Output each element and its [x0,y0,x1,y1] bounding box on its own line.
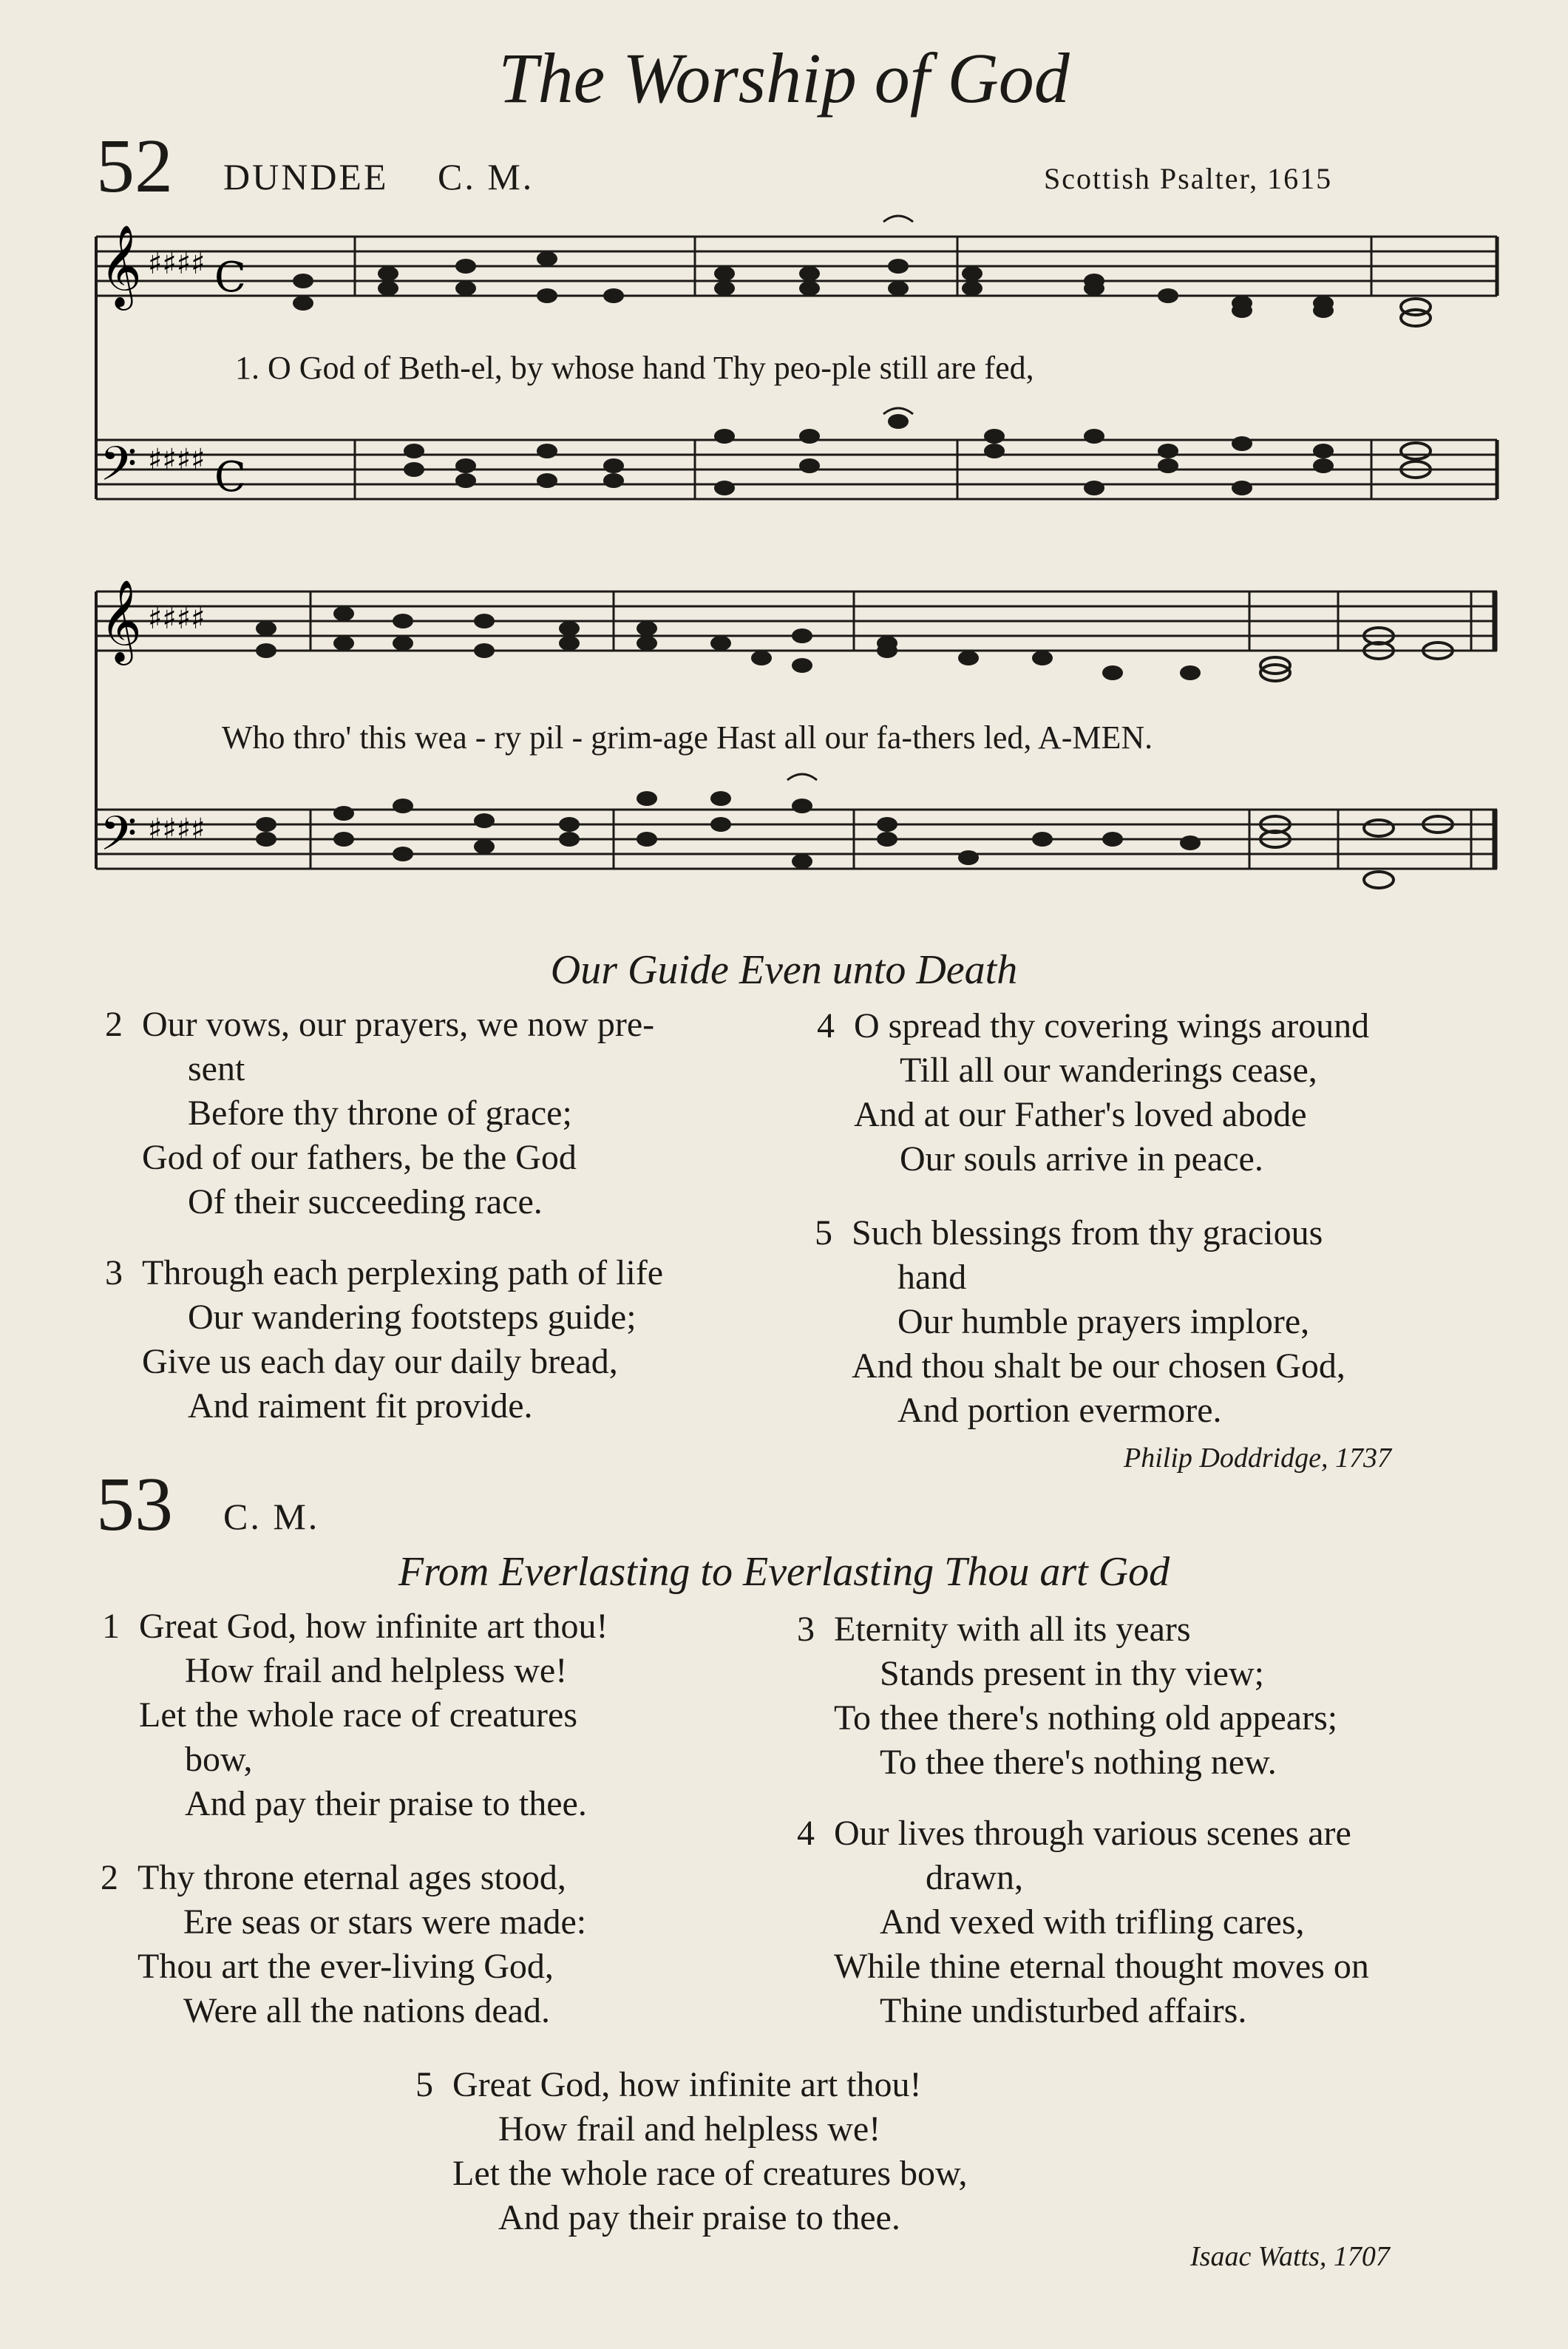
hymn-53-section-title: From Everlasting to Everlasting Thou art God [398,1549,1170,1595]
verse-line: drawn, [926,1858,1023,1897]
verse-number: 2 [105,1005,123,1044]
verse-line: bow, [185,1740,253,1779]
verse-line: Our lives through various scenes are [834,1814,1351,1853]
verse-line: Our souls arrive in peace. [900,1139,1263,1179]
hymn-52-verse-5 [815,1211,1345,1433]
verse-line: God of our fathers, be the God [142,1138,577,1177]
svg-text:𝄢: 𝄢 [100,437,138,504]
verse-line: Our humble prayers implore, [897,1302,1310,1341]
verse-line: How frail and helpless we! [498,2109,881,2149]
hymn-53-meter: C. M. [223,1496,320,1537]
verse-line: Our wandering footsteps guide; [188,1298,637,1337]
svg-text:𝄞: 𝄞 [100,579,142,662]
svg-text:C: C [214,254,246,302]
verse-number: 3 [797,1610,815,1649]
verse-line: Such blessings from thy gracious [852,1213,1323,1253]
svg-text:♯♯♯♯: ♯♯♯♯ [148,602,206,636]
verse-line: Give us each day our daily bread, [142,1342,618,1381]
hymn-52-verse-4 [817,1004,1370,1182]
verse-line: Thy throne eternal ages stood, [138,1858,566,1897]
hymn-52-meter: C. M. [438,156,534,197]
verse-line: hand [897,1258,967,1297]
verse-number: 5 [815,1213,832,1253]
page-title: The Worship of God [498,38,1070,118]
hymn-53-verse-3 [797,1607,1338,1785]
verse-line: Were all the nations dead. [183,1991,550,2030]
verse-line: To thee there's nothing new. [880,1743,1277,1782]
verse-line: And raiment fit provide. [188,1386,533,1426]
verse-line: Of their succeeding race. [188,1182,543,1221]
verse-number: 4 [817,1006,835,1045]
hymn-52-number: 52 [96,123,173,209]
verse-line: And portion evermore. [897,1391,1222,1430]
verse-line: Let the whole race of creatures [139,1695,577,1735]
verse-number: 5 [415,2065,433,2104]
hymn-53-author: Isaac Watts, 1707 [1190,2241,1390,2272]
svg-text:C: C [214,453,246,501]
hymn-53-verse-1 [102,1604,608,1826]
verse-line: While thine eternal thought moves on [834,1947,1369,1986]
verse-line: And thou shalt be our chosen God, [852,1346,1345,1386]
verse-number: 3 [105,1253,123,1292]
verse-line: Thou art the ever-living God, [138,1947,554,1986]
svg-text:♯♯♯♯: ♯♯♯♯ [148,443,206,477]
verse-line: And pay their praise to thee. [185,1784,587,1823]
verse-line: Through each perplexing path of life [142,1253,664,1292]
verse-number: 2 [101,1858,118,1897]
verse-line: Our vows, our prayers, we now pre- [142,1005,655,1044]
verse-line: Till all our wanderings cease, [900,1051,1317,1090]
hymn-53-verse-4 [797,1811,1369,2033]
svg-text:𝄞: 𝄞 [100,224,142,307]
verse-line: sent [188,1049,245,1088]
hymn-53-verse-5 [415,2063,968,2240]
verse-line: Eternity with all its years [834,1610,1191,1649]
verse-line: Great God, how infinite art thou! [452,2065,922,2104]
verse-line: Thine undisturbed affairs. [880,1991,1247,2030]
hymn-53-verse-2 [101,1856,587,2033]
hymn-53-number: 53 [96,1462,173,1547]
verse-number: 1 [102,1607,120,1646]
verse-line: O spread thy covering wings around [854,1006,1370,1045]
svg-text:♯♯♯♯: ♯♯♯♯ [148,247,206,281]
verse-line: And pay their praise to thee. [498,2198,900,2237]
hymn-52-verse-2 [105,1003,655,1224]
hymn-52-verse-3 [105,1251,664,1428]
hymn-52-tune-name: DUNDEE [223,156,389,197]
verse-line: And at our Father's loved abode [854,1095,1307,1134]
verse-line: How frail and helpless we! [185,1651,568,1690]
svg-text:♯♯♯♯: ♯♯♯♯ [148,813,206,847]
verse-line: And vexed with trifling cares, [880,1902,1305,1942]
hymn-52-author: Philip Doddridge, 1737 [1124,1443,1392,1474]
verse-line: To thee there's nothing old appears; [834,1698,1338,1738]
hymn-52-lyrics-line-1: 1. O God of Beth-el, by whose hand Thy peo-ple still are fed, [235,350,1034,386]
verse-line: Ere seas or stars were made: [183,1902,587,1942]
verse-line: Great God, how infinite art thou! [139,1607,608,1646]
hymn-52-tune-source: Scottish Psalter, 1615 [1044,162,1333,195]
svg-text:𝄢: 𝄢 [100,807,138,873]
hymn-52-section-title: Our Guide Even unto Death [550,947,1018,993]
verse-line: Stands present in thy view; [880,1654,1264,1693]
verse-line: Let the whole race of creatures bow, [452,2154,968,2193]
verse-number: 4 [797,1814,815,1853]
verse-line: Before thy throne of grace; [188,1094,572,1133]
hymn-52-lyrics-line-2: Who thro' this wea - ry pil - grim-age Hast all our fa-thers led, A-MEN. [222,719,1153,756]
